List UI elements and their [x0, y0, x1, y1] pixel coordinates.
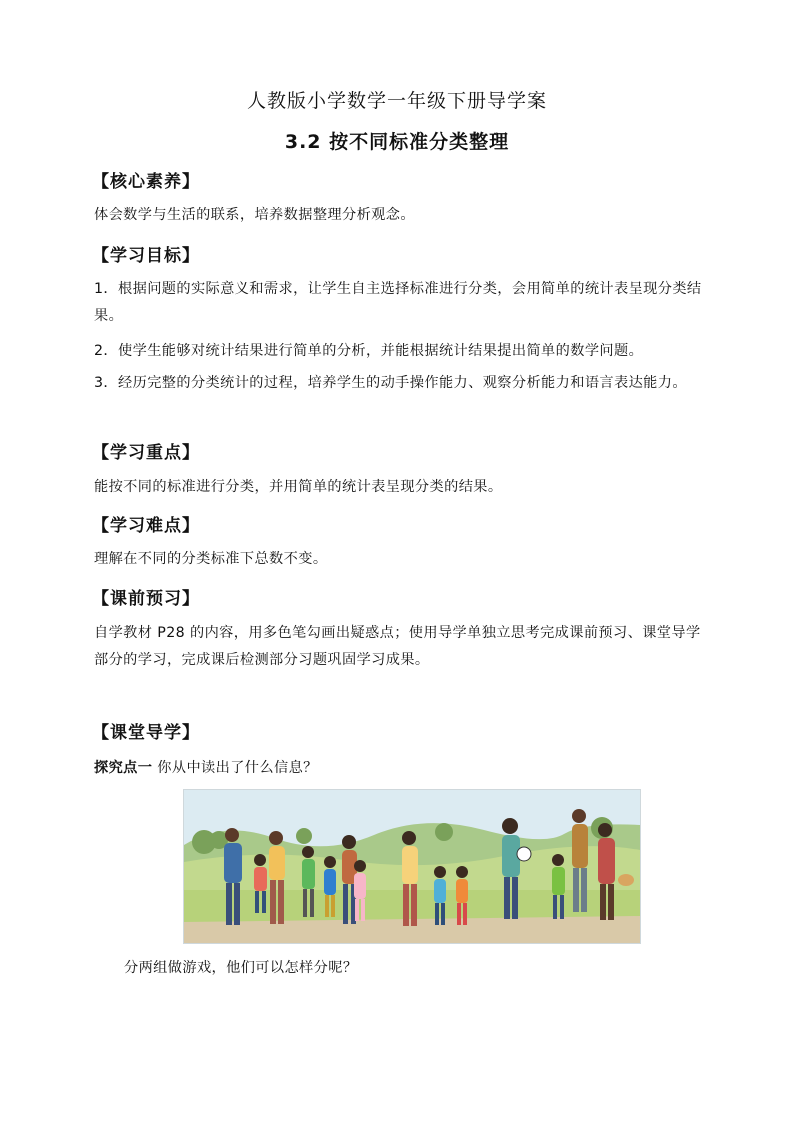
learning-goal-2: 2．使学生能够对统计结果进行简单的分析，并能根据统计结果提出简单的数学问题。	[94, 343, 644, 359]
learning-goals-heading: 【学习目标】	[92, 246, 200, 266]
lesson-title: 3.2 按不同标准分类整理	[284, 131, 510, 153]
preview-text: 自学教材 P28 的内容，用多色笔勾画出疑惑点；使用导学单独立思考完成课前预习、课堂导学部分的学习，完成课后检测部分习题巩固学习成果。	[94, 625, 701, 668]
key-points-text: 能按不同的标准进行分类，并用简单的统计表呈现分类的结果。	[94, 479, 503, 495]
illustration-canvas	[184, 790, 640, 943]
key-points-heading: 【学习重点】	[92, 443, 200, 463]
learning-goal-3: 3．经历完整的分类统计的过程，培养学生的动手操作能力、观察分析能力和语言表达能力。	[94, 375, 687, 391]
classroom-guide-heading: 【课堂导学】	[92, 723, 200, 743]
core-literacy-text: 体会数学与生活的联系，培养数据整理分析观念。	[94, 207, 415, 223]
core-literacy-heading: 【核心素养】	[92, 172, 200, 192]
explore-point-question: 你从中读出了什么信息？	[157, 760, 318, 776]
preview-heading: 【课前预习】	[92, 589, 200, 609]
difficulty-text: 理解在不同的分类标准下总数不变。	[94, 551, 328, 567]
learning-goal-1: 1．根据问题的实际意义和需求，让学生自主选择标准进行分类，会用简单的统计表呈现分类结果。	[94, 281, 702, 324]
explore-point-line	[94, 755, 714, 782]
explore-point-label: 探究点一	[94, 760, 153, 776]
grouping-question: 分两组做游戏，他们可以怎样分呢？	[124, 960, 358, 976]
difficulty-heading: 【学习难点】	[92, 516, 200, 536]
family-outing-illustration	[183, 789, 641, 944]
document-title: 人教版小学数学一年级下册导学案	[246, 90, 547, 112]
